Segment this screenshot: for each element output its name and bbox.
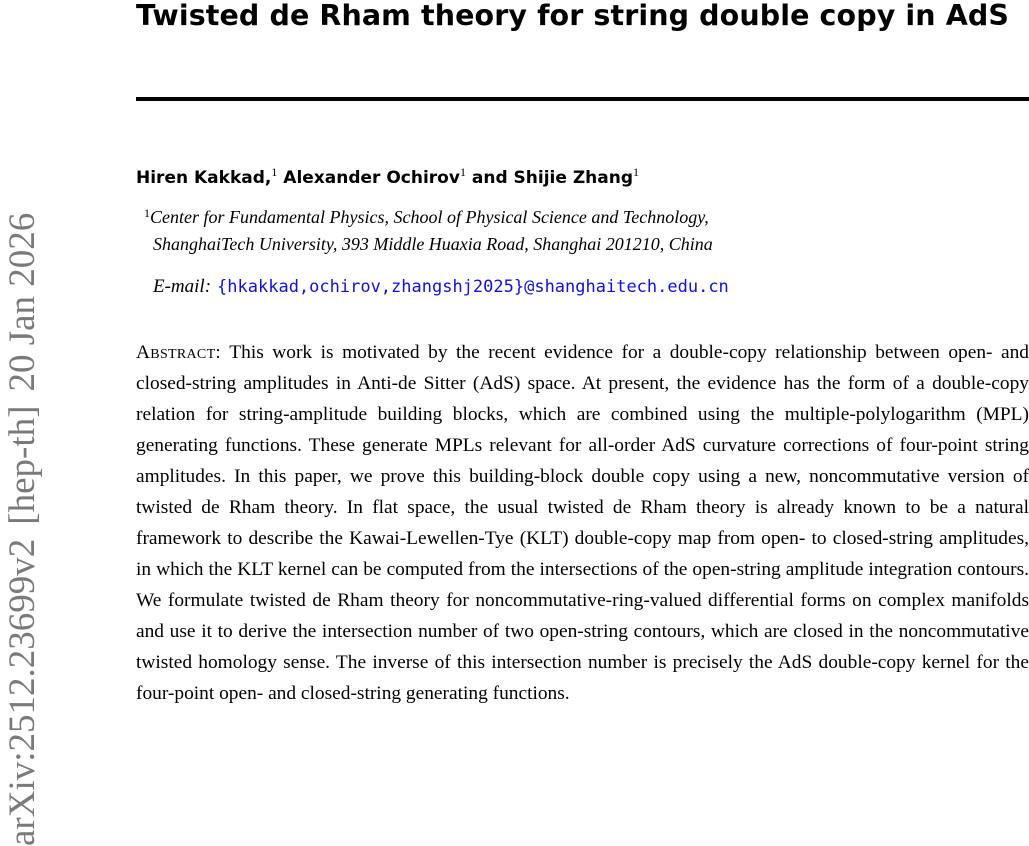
author-list <box>136 166 639 190</box>
arxiv-category: [hep-th] <box>2 405 43 525</box>
email-line <box>153 274 729 300</box>
author-affiliation-mark: 1 <box>459 165 466 179</box>
author-conjunction: and <box>471 168 508 188</box>
author-affiliation-mark: 1 <box>633 165 639 179</box>
paper-title: Twisted de Rham theory for string double copy in AdS <box>136 0 1009 32</box>
affiliation-mark: 1 <box>144 206 150 220</box>
abstract-text: This work is motivated by the recent evidence for a double-copy relationship between open- and closed-string amplitudes in Anti-de Sitter (AdS) space. At present, the evidence has the form of a double-copy relation for string-amplitude building blocks, which are combined using the multiple-polylogarithm (MPL) generating functions. These generate MPLs relevant for all-order AdS curvature corrections of four-point string amplitudes. In this paper, we prove this building-block double copy using a new, noncommutative version of twisted de Rham theory. In flat space, the usual twisted de Rham theory is already known to be a natural framework to describe the Kawai-Lewellen-Tye (KLT) double-copy map from open- to closed-string amplitudes, in which the KLT kernel can be computed from the intersections of the open-string amplitude integration contours. We formulate twisted de Rham theory for noncommutative-ring-valued differential forms on complex manifolds and use it to derive the intersection number of two open-string contours, which are closed in the noncommutative twisted homology sense. The inverse of this intersection number is precisely the AdS double-copy kernel for the four-point open- and closed-string generating functions. <box>136 342 1029 704</box>
author-name: Hiren Kakkad, <box>136 168 272 188</box>
affiliation-line-1: Center for Fundamental Physics, School of Physical Science and Technology, <box>150 207 709 227</box>
title-rule <box>136 97 1029 101</box>
affiliation-line-2: ShanghaiTech University, 393 Middle Huaxia Road, Shanghai 201210, China <box>153 234 713 254</box>
email-link[interactable]: {hkakkad,ochirov,zhangshj2025}@shanghaitech.edu.cn <box>217 277 729 297</box>
arxiv-stamp <box>2 116 44 846</box>
author-name: Shijie Zhang <box>513 168 633 188</box>
author-name: Alexander Ochirov <box>283 168 460 188</box>
abstract-label: Abstract: <box>136 342 222 363</box>
abstract <box>136 337 1029 709</box>
email-label: E-mail: <box>153 276 212 297</box>
arxiv-date: 20 Jan 2026 <box>2 212 43 392</box>
affiliation <box>144 204 713 258</box>
author-affiliation-mark: 1 <box>271 165 278 179</box>
arxiv-id[interactable]: arXiv:2512.23699v2 <box>2 538 43 846</box>
